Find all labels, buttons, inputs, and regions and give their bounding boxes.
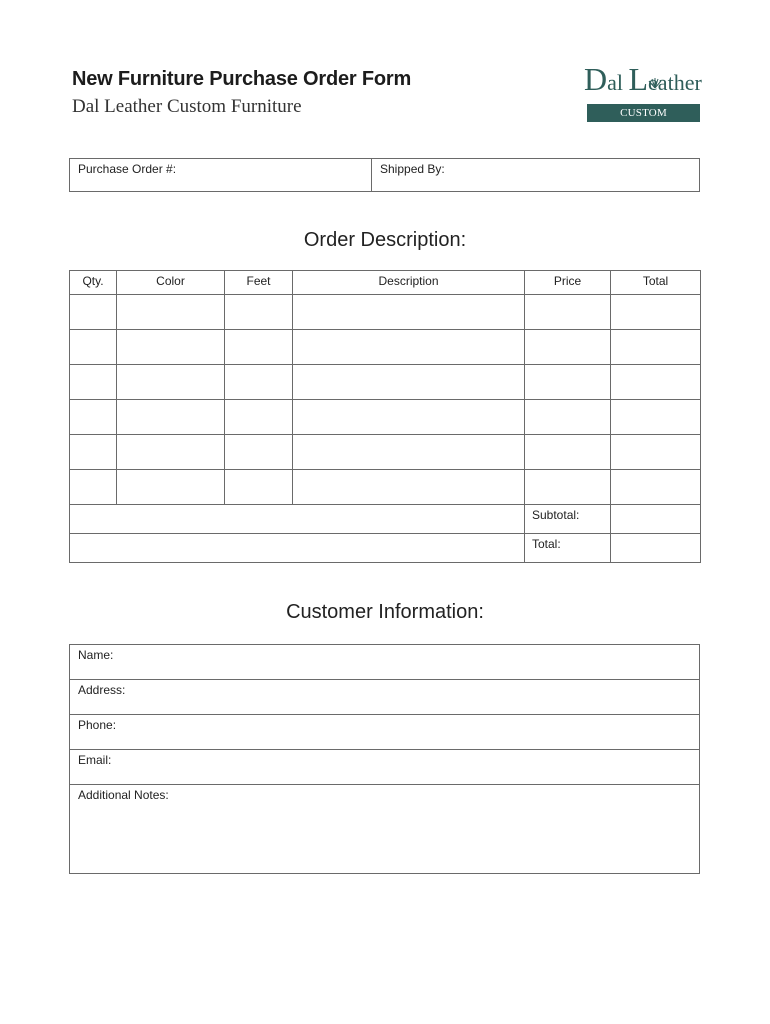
- phone-label: Phone:: [78, 718, 117, 732]
- qty-cell[interactable]: [70, 365, 117, 400]
- address-label: Address:: [78, 683, 126, 697]
- company-name: Dal Leather Custom Furniture: [72, 96, 302, 117]
- feet-cell[interactable]: [225, 330, 293, 365]
- po-box: [69, 158, 700, 192]
- order-row: [70, 330, 701, 365]
- shipped-by-field[interactable]: [372, 159, 699, 191]
- color-cell[interactable]: [117, 470, 225, 505]
- price-cell[interactable]: [525, 470, 611, 505]
- purchase-order-field[interactable]: [70, 159, 372, 191]
- color-cell[interactable]: [117, 330, 225, 365]
- subtotal-row: [70, 505, 701, 534]
- order-row: [70, 470, 701, 505]
- description-cell[interactable]: [293, 470, 525, 505]
- color-cell[interactable]: [117, 435, 225, 470]
- qty-cell[interactable]: [70, 470, 117, 505]
- feet-cell[interactable]: [225, 470, 293, 505]
- total-cell[interactable]: [611, 365, 701, 400]
- subtotal-blank-cell: [70, 505, 525, 534]
- subtotal-field[interactable]: [611, 505, 701, 534]
- additional-notes-label: Additional Notes:: [78, 788, 169, 802]
- description-cell[interactable]: [293, 330, 525, 365]
- subtotal-label: Subtotal:: [525, 505, 611, 534]
- color-cell[interactable]: [117, 295, 225, 330]
- purchase-order-label: Purchase Order #:: [78, 162, 177, 176]
- email-label: Email:: [78, 753, 112, 767]
- form-title: New Furniture Purchase Order Form: [72, 68, 412, 90]
- col-feet: Feet: [225, 271, 293, 295]
- description-cell[interactable]: [293, 295, 525, 330]
- order-row: [70, 435, 701, 470]
- total-cell[interactable]: [611, 330, 701, 365]
- col-total: Total: [611, 271, 701, 295]
- company-logo: [584, 61, 702, 137]
- price-cell[interactable]: [525, 365, 611, 400]
- logo-fan-icon: [648, 78, 662, 88]
- col-price: Price: [525, 271, 611, 295]
- total-row: [70, 534, 701, 563]
- total-cell[interactable]: [611, 400, 701, 435]
- total-cell[interactable]: [611, 435, 701, 470]
- color-cell[interactable]: [117, 365, 225, 400]
- feet-cell[interactable]: [225, 400, 293, 435]
- qty-cell[interactable]: [70, 330, 117, 365]
- order-header-row: [70, 271, 701, 295]
- order-row: [70, 295, 701, 330]
- qty-cell[interactable]: [70, 400, 117, 435]
- name-field[interactable]: [70, 645, 699, 680]
- customer-section-title: Customer Information:: [286, 601, 484, 623]
- description-cell[interactable]: [293, 365, 525, 400]
- price-cell[interactable]: [525, 435, 611, 470]
- col-qty: Qty.: [70, 271, 117, 295]
- col-color: Color: [117, 271, 225, 295]
- feet-cell[interactable]: [225, 295, 293, 330]
- order-table: [69, 270, 701, 563]
- order-section-title: Order Description:: [303, 229, 467, 251]
- address-field[interactable]: [70, 680, 699, 715]
- feet-cell[interactable]: [225, 435, 293, 470]
- total-blank-cell: [70, 534, 525, 563]
- description-cell[interactable]: [293, 400, 525, 435]
- price-cell[interactable]: [525, 400, 611, 435]
- order-row: [70, 400, 701, 435]
- shipped-by-label: Shipped By:: [380, 162, 445, 176]
- description-cell[interactable]: [293, 435, 525, 470]
- total-field[interactable]: [611, 534, 701, 563]
- total-cell[interactable]: [611, 295, 701, 330]
- col-description: Description: [293, 271, 525, 295]
- order-row: [70, 365, 701, 400]
- qty-cell[interactable]: [70, 435, 117, 470]
- name-label: Name:: [78, 648, 114, 662]
- total-cell[interactable]: [611, 470, 701, 505]
- qty-cell[interactable]: [70, 295, 117, 330]
- logo-band: CUSTOM FURNITURE: [587, 104, 700, 122]
- phone-field[interactable]: [70, 715, 699, 750]
- price-cell[interactable]: [525, 295, 611, 330]
- feet-cell[interactable]: [225, 365, 293, 400]
- price-cell[interactable]: [525, 330, 611, 365]
- additional-notes-field[interactable]: [70, 785, 699, 873]
- total-label: Total:: [525, 534, 611, 563]
- customer-info-box: [69, 644, 700, 874]
- logo-wordmark: Dal Leather: [584, 61, 702, 97]
- color-cell[interactable]: [117, 400, 225, 435]
- email-field[interactable]: [70, 750, 699, 785]
